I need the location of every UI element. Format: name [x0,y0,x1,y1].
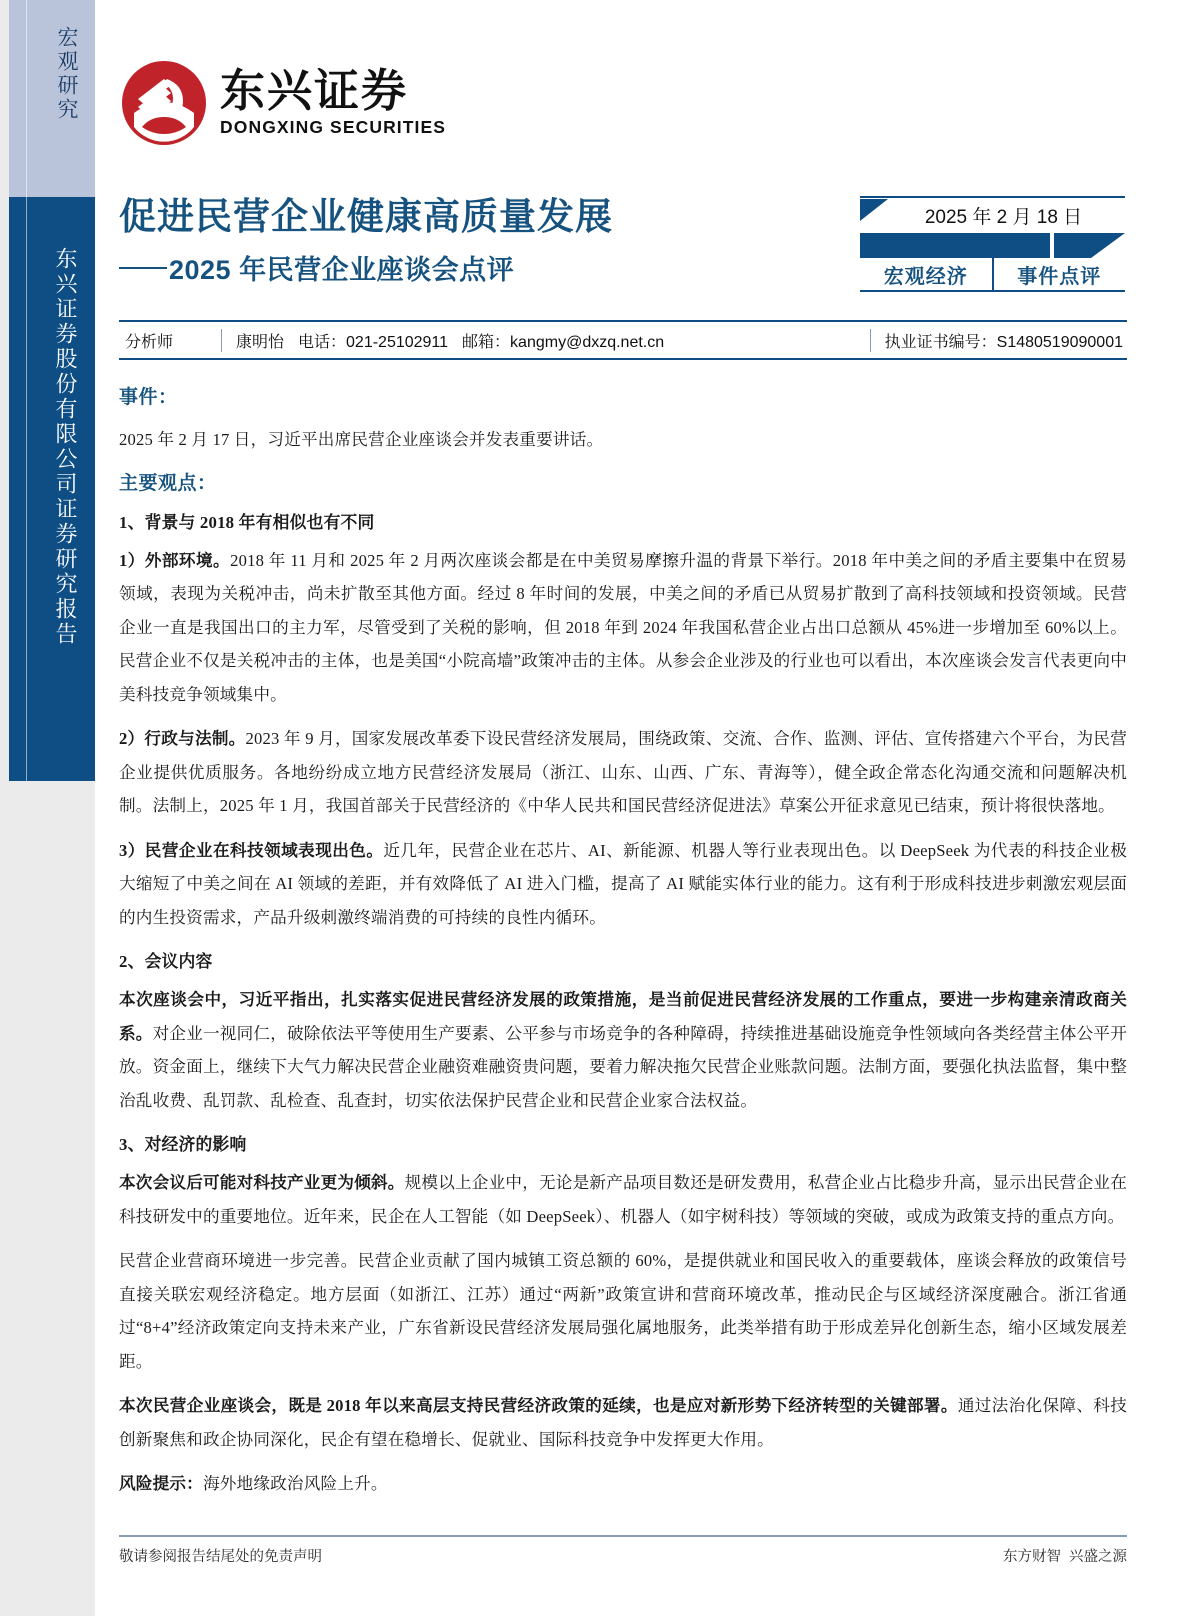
dongxing-logo-icon [120,59,208,147]
footer-slogan-a: 东方财智 [1003,1549,1061,1565]
s3p1-text: 规模以上企业中，无论是新产品项目数还是研发费用，私营企业占比稳步升高，显示出民营企业在科技研发中的重要地位。近年来，民企在人工智能（如 DeepSeek）、机器人（如宇树科技）等领域的突破，或成为政策支持的重点方向。 [119,1173,1127,1226]
triangle-marker-icon [860,199,888,221]
sidebar-section-company [9,197,95,781]
section-1-paragraph-3 [119,834,1127,935]
risk-lead: 风险提示： [119,1474,203,1494]
footer-disclaimer-note: 敬请参阅报告结尾处的免责声明 [119,1549,322,1565]
s1p2-lead: 2）行政与法制。 [119,729,246,749]
main-views-heading: 主要观点： [119,472,217,494]
section-1-title: 1、背景与 2018 年有相似也有不同 [119,512,375,532]
sidebar-section-macro-research [9,0,95,197]
analyst-contact [221,329,870,352]
report-subtitle-row [119,248,514,287]
sidebar-macro-research-label: 宏观研究 [55,26,78,122]
s1p3-lead: 3）民营企业在科技领域表现出色。 [119,840,384,860]
section-3-paragraph-1 [119,1166,1127,1233]
company-logo [120,57,446,149]
s2p1-text: 对企业一视同仁，破除依法平等使用生产要素、公平参与市场竞争的各种障碍，持续推进基础设施竞争性领域向各类经营主体公平开放。资金面上，继续下大气力解决民营企业融资难融资贵问题，要着力解决拖欠民营企业账款问题。法制方面，要强化执法监督，集中整治乱收费、乱罚款、乱检查、乱查封，切实依法保护民营企业和民营企业家合法权益。 [119,1023,1127,1110]
analyst-info-row [119,322,1127,358]
meta-bar-gap [1050,233,1054,258]
sidebar-divider-line [26,0,27,781]
s3p1-lead: 本次会议后可能对科技产业更为倾斜。 [119,1173,405,1193]
s1p3-text: 近几年，民营企业在芯片、AI、新能源、机器人等行业表现出色。以 DeepSeek 为代表的科技企业极大缩短了中美之间在 AI 领域的差距，并有效降低了 AI 进入门槛，提高了 AI 赋能实体行业的能力。这有利于形成科技进步刺激宏观层面的内生投资需求，产品升级刺激终端消费的可持续的良性内循环。 [119,840,1127,927]
report-date: 2025 年 2 月 18 日 [924,207,1083,228]
s1p1-text: 2018 年 11 月和 2025 年 2 月两次座谈会都是在中美贸易摩擦升温的背景下举行。2018 年中美之间的矛盾主要集中在贸易领域，表现为关税冲击，尚未扩散至其他方面。经过 8 年时间的发展，中美之间的矛盾已从贸易扩散到了高科技领域和投资领域。民营企业一直是我国出口的主力军，尽管受到了关税的影响，但 2018 年到 2024 年我国私营企业占出口总额从 45%进一步增加至 60%以上。民营企业不仅是关税冲击的主体，也是美国“小院高墙”政策冲击的主体。从参会企业涉及的行业也可以看出，本次座谈会发言代表更向中美科技竞争领域集中。 [119,550,1127,704]
subtitle-dash [119,267,167,269]
left-sidebar [0,0,95,1616]
analyst-email[interactable]: 邮箱：kangmy@dxzq.net.cn [462,333,665,351]
section-2-title: 2、会议内容 [119,952,213,972]
report-tags [860,258,1125,292]
meta-bar-corner-icon [1091,233,1125,258]
analyst-label: 分析师 [125,333,174,351]
analyst-certificate: 执业证书编号：S1480519090001 [870,329,1127,352]
section-2-paragraph-1 [119,983,1127,1117]
s1p1-lead: 1）外部环境。 [119,550,231,570]
section-3-paragraph-2: 民营企业营商环境进一步完善。民营企业贡献了国内城镇工资总额的 60%，是提供就业和国民收入的重要载体，座谈会释放的政策信号直接关联宏观经济稳定。地方层面（如浙江、江苏）通过“两新”政策宣讲和营商环境改革，推动民企与区域经济深度融合。浙江省通过“8+4”经济政策定向支持未来产业，广东省新设民营经济发展局强化属地服务，此类举措有助于形成差异化创新生态，缩小区域发展差距。 [119,1251,1127,1371]
s1p2-text: 2023 年 9 月，国家发展改革委下设民营经济发展局，围绕政策、交流、合作、监测、评估、宣传搭建六个平台，为民营企业提供优质服务。各地纷纷成立地方民营经济发展局（浙江、山东、山西、广东、青海等），健全政企常态化沟通交流和问题解决机制。法制上，2025 年 1 月，我国首部关于民营经济的《中华人民共和国民营经济促进法》草案公开征求意见已结束，预计将很快落地。 [119,729,1127,816]
tag-type: 事件点评 [994,258,1126,292]
footer-divider [119,1535,1127,1537]
s3p3-lead: 本次民营企业座谈会，既是 2018 年以来高层支持民营经济政策的延续，也是应对新形势下经济转型的关键部署。 [119,1396,958,1416]
report-body [119,372,1127,1512]
analyst-phone: 电话：021-25102911 [298,333,449,351]
report-date-row [860,196,1125,233]
logo-wordmark [220,64,447,139]
footer-slogan-b: 兴盛之源 [1069,1549,1127,1565]
meta-blue-bar [860,233,1125,258]
page-content [95,0,1191,1616]
footer-slogan [1003,1545,1127,1566]
analyst-rule-bottom [119,358,1127,360]
event-heading: 事件： [119,387,178,408]
tag-category: 宏观经济 [860,258,994,292]
risk-text: 海外地缘政治风险上升。 [202,1474,388,1494]
event-paragraph: 2025 年 2 月 17 日，习近平出席民营企业座谈会并发表重要讲话。 [119,430,604,449]
section-3-title: 3、对经济的影响 [119,1135,247,1155]
section-1-paragraph-1 [119,544,1127,712]
s3p3-text: 通过法治化保障、科技创新聚焦和政企协同深化，民企有望在稳增长、促就业、国际科技竞争中发挥更大作用。 [119,1396,1128,1449]
report-title: 促进民营企业健康高质量发展 [119,196,613,237]
logo-english-name: DONGXING SECURITIES [220,117,447,138]
page-footer [119,1545,1127,1566]
risk-paragraph [119,1467,1127,1501]
section-3-paragraph-3 [119,1389,1127,1456]
section-1-paragraph-2 [119,722,1127,823]
s2p1-lead: 本次座谈会中，习近平指出，扎实落实促进民营经济发展的政策措施，是当前促进民营经济发展的工作重点，要进一步构建亲清政商关系。 [119,990,1127,1043]
logo-chinese-name: 东兴证券 [220,64,409,116]
report-subtitle: 2025 年民营企业座谈会点评 [169,255,515,285]
report-meta-box [860,196,1125,292]
sidebar-company-label: 东兴证券股份有限公司证券研究报告 [53,247,78,647]
analyst-name: 康明怡 [236,333,285,351]
